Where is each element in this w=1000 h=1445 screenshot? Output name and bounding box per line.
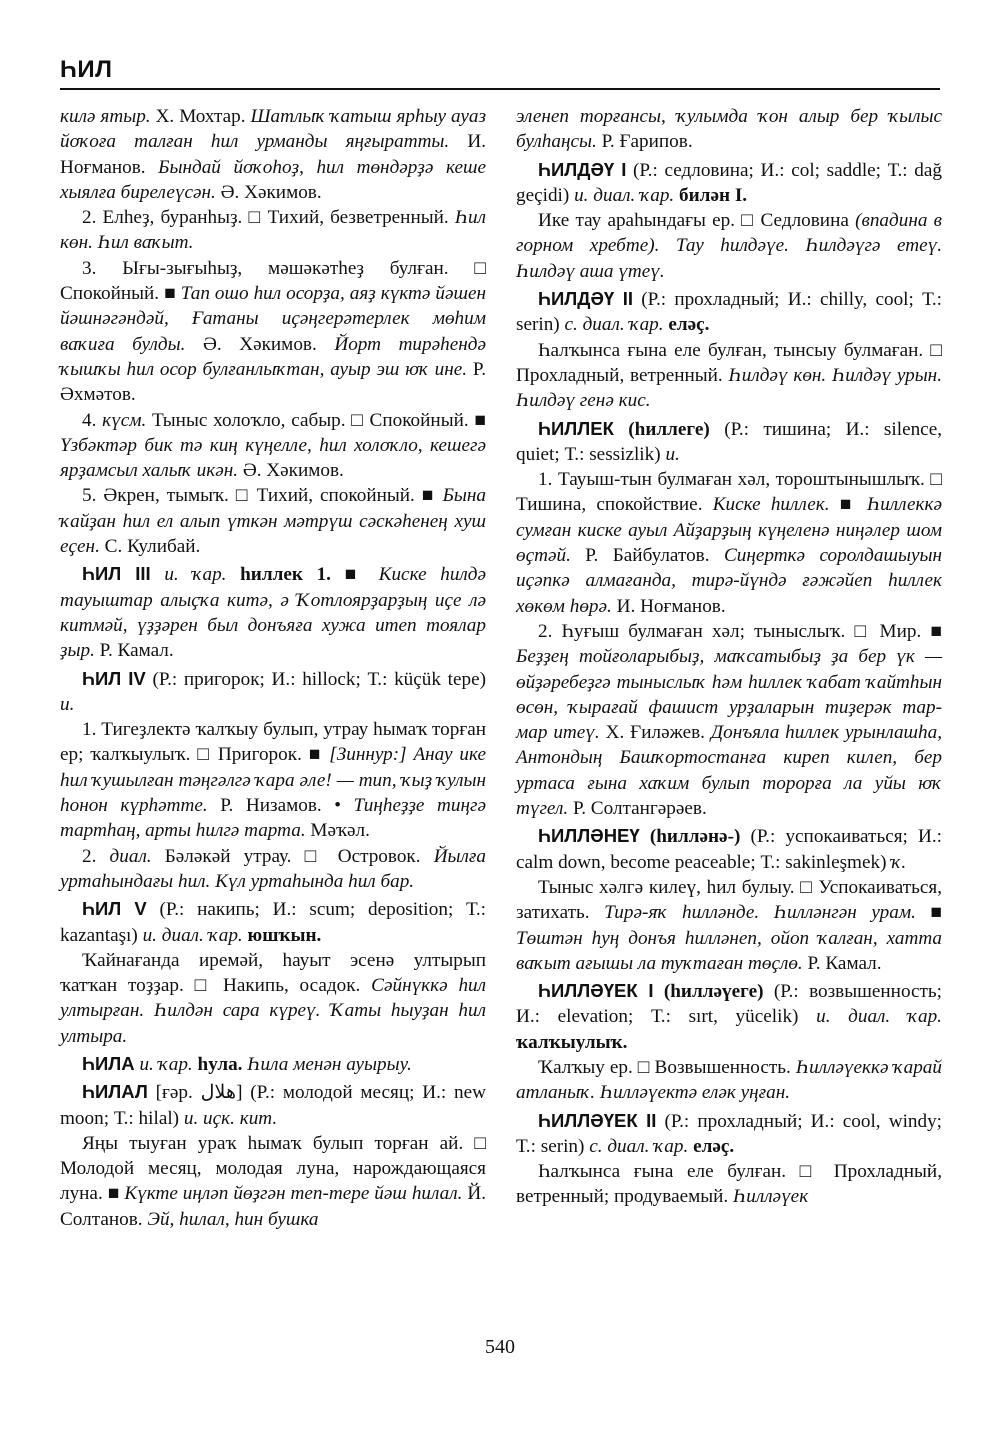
text-segment: Тыныс хәлгә килеү, һил булыу. □ Успокаиваться, затихать. xyxy=(516,876,942,924)
italic-text: Күкте иңләп йөҙгән теп-тере йәш һилал. xyxy=(124,1183,463,1205)
entry-paragraph xyxy=(60,256,486,408)
text-segment: Ә. Хәкимов. xyxy=(238,460,344,482)
entry-paragraph xyxy=(60,948,486,1049)
italic-text: и. xyxy=(60,693,75,715)
italic-text: Үзбәктәр бик тә киң күңелле, һил холоҡло, кешегә ярҙамсыл халыҡ икән. xyxy=(60,434,486,482)
italic-text: күсм. xyxy=(102,409,147,431)
dictionary-entry xyxy=(60,561,486,663)
text-segment: (һиллеге) xyxy=(613,418,710,440)
text-segment: Ҡалҡыу ер. □ Возвышенность. xyxy=(538,1056,796,1078)
italic-text: Киске һиллек. ■ Һиллеккә сумған киске ауыл Айҙарҙың күңеленә ниңәлер шом өҫтәй. xyxy=(516,494,943,567)
headword: ҺИЛ IV xyxy=(82,667,146,689)
italic-text: и. диал. ҡар. xyxy=(142,924,243,946)
headword: ҺИЛАЛ xyxy=(82,1081,148,1103)
text-segment: И. Ноғманов. xyxy=(60,131,486,178)
italic-text: Донъяла һиллек урынлашһа, Антондың Башҡортостанға киреп килеп, бер уртаса ғына хаҡим булып торорға ла уйы юҡ түгел. xyxy=(516,722,943,820)
dictionary-entry xyxy=(60,896,486,948)
italic-text: Һил көн. Һил ваҡыт. xyxy=(60,207,487,254)
text-segment: 2. xyxy=(538,620,562,642)
italic-text: Беҙҙең тойғоларыбыҙ, маҡсатыбыҙ ҙа бер үк — өйҙәребеҙгә тыныслыҡ һәм һиллек ҡабат ҡайтһын өсөн, ҡырағай фашист урҙаларын тиҙерәк тар-мар итеү. xyxy=(516,646,942,744)
italic-text: и. диал. ҡар. xyxy=(816,1006,942,1028)
text-segment: Й. Солтанов. xyxy=(60,1183,486,1230)
running-head: ҺИЛ xyxy=(60,56,113,83)
text-segment: Ә. Хәкимов. xyxy=(215,181,322,203)
entry-paragraph xyxy=(516,467,942,619)
text-segment: Р. Ғарипов. xyxy=(596,131,693,153)
italic-text: и. диал. ҡар. xyxy=(574,184,675,206)
entry-paragraph xyxy=(60,205,486,256)
headword: ҺИЛ V xyxy=(82,898,147,920)
entry-paragraph xyxy=(60,408,486,484)
italic-text: Тап ошо һил осорҙа, аяҙ күктә йәшен йәшнәгәндәй, Ғатаны иҫәңгерәтерлек мөһим ваҡиға булды. xyxy=(60,283,486,355)
dictionary-entry xyxy=(516,1108,942,1160)
dictionary-entry xyxy=(516,157,942,209)
text-segment: билән I. xyxy=(674,184,748,206)
entry-paragraph xyxy=(60,1131,486,1232)
italic-text: ҡ. xyxy=(891,851,907,873)
text-segment: И. Ноғманов. xyxy=(611,595,726,617)
entry-paragraph xyxy=(60,844,486,895)
entry-paragraph xyxy=(60,483,486,559)
text-segment: 5. xyxy=(82,485,104,507)
text-segment: Елһеҙ, буранһыҙ. □ Тихий, безветренный. xyxy=(102,207,455,229)
headword: ҺИЛА xyxy=(82,1052,135,1074)
text-segment: Тауыш-тын булмаған хәл, тороштынышлыҡ. □ Тишина, спокойствие. xyxy=(516,469,943,516)
text-segment: (Р.: прохладный; И.: cool, windy; Т.: serin) xyxy=(516,1110,943,1157)
text-segment: 3. xyxy=(82,257,123,279)
text-segment: (Р.: накипь; И.: scum; deposition; Т.: kazantaşı) xyxy=(60,899,486,946)
dictionary-entry xyxy=(516,978,942,1055)
text-segment: С. Кулибай. xyxy=(99,536,201,558)
dictionary-entry xyxy=(60,666,486,718)
italic-text: (впадина в горном хребте). Тау һилдәүе. Һилдәүгә етеү. Һилдәү аша үтеү. xyxy=(516,210,942,282)
italic-text: Йорт тирәһендә ҡышҡы һил осор булғанлыҡтан, ауыр эш юҡ ине. xyxy=(60,333,486,380)
text-segment: Х. Ғиләжев. xyxy=(599,722,711,744)
italic-text: Сәйнүккә һил ултырған. Һилдән сара күреү. Ҡаты һыуҙан һил ултыра. xyxy=(60,975,486,1047)
text-segment: Тыныс холоҡло, сабыр. □ Спокойный. ■ xyxy=(146,409,486,431)
text-segment: (һилләнә-) xyxy=(639,826,741,848)
headword: ҺИЛЛӘНЕҮ xyxy=(538,825,640,847)
italic-text: [Зиннур:] Анау ике һил ҡушылған тәңгәлгә ҡара әле! — тип, ҡыҙ ҡулын һонон күрһәтте. xyxy=(60,744,487,817)
text-segment: Р. Солтангәрәев. xyxy=(568,798,707,820)
text-segment: 1. xyxy=(82,719,102,741)
italic-text: с. диал. ҡар. xyxy=(589,1135,689,1157)
headword: ҺИЛЛӘҮЕК II xyxy=(538,1109,657,1131)
entry-paragraph xyxy=(516,1055,942,1106)
dictionary-entry xyxy=(60,1051,486,1077)
text-segment: һиллек 1. xyxy=(226,564,331,586)
headword: ҺИЛДӘҮ II xyxy=(538,288,634,310)
italic-text: Сиңерткә соролдашыуын иҫәпкә алмағанда, тирә-йүндә ғәжәйеп һиллек хөкөм һөрә. xyxy=(516,545,942,617)
headword: ҺИЛДӘҮ I xyxy=(538,158,627,180)
italic-text: Киске һилдә тауыштар алыҫҡа китә, ә Ҡотлоярҙарҙың иҫе лә китмәй, үҙҙәрен был донъяға хужа итеп тоялар ҙыр. xyxy=(60,564,487,662)
text-segment: 1. xyxy=(538,469,558,491)
text-segment: Бәләкәй утрау. □ Островок. xyxy=(151,845,434,867)
italic-text: и. xyxy=(665,443,680,465)
italic-text: с. диал. ҡар. xyxy=(564,314,664,336)
entry-paragraph xyxy=(60,104,486,205)
text-segment: Тигеҙлектә ҡалҡыу булып, утрау һымаҡ торған ер; ҡалҡыулыҡ. □ Пригорок. ■ xyxy=(60,719,486,766)
italic-text: и. иҫк. кит. xyxy=(183,1107,278,1129)
text-segment: (Р.: успокаиваться; И.: calm down, become peaceable; Т.: sakinleşmek) xyxy=(516,826,943,873)
text-segment: Ҡайнағанда иремәй, һауыт эсенә ултырып ҡатҡан тоҙҙар. □ Накипь, осадок. xyxy=(60,949,486,997)
text-segment: Р. Камал. xyxy=(94,640,174,662)
entry-paragraph xyxy=(60,717,486,843)
italic-text: Тирә-яҡ һилләнде. Һилләнгән урам. ■ Төштән һуң донъя һилләнеп, ойоп ҡалған, хатта ваҡыт ағышы ла туҡтаған төҫлө. xyxy=(516,902,942,974)
text-segment: (Р.: прохладный; И.: chilly, cool; Т.: serin) xyxy=(516,289,942,336)
entry-paragraph xyxy=(516,208,942,284)
italic-text: Шатлыҡ ҡатыш ярһыу ауаз йоҡоға талған һил урманды яңғыратты. xyxy=(60,106,486,153)
text-segment: юшҡын. xyxy=(242,924,322,946)
text-segment: Ике тау араһындағы ер. □ Седловина xyxy=(538,210,856,232)
text-segment: 2. xyxy=(82,207,103,229)
italic-text: килә ятыр. xyxy=(60,106,151,127)
italic-text: диал. xyxy=(109,845,152,867)
text-segment: (Р.: тишина; И.: silence, quiet; Т.: sessizlik) xyxy=(516,418,943,465)
dictionary-entry xyxy=(516,416,942,468)
entry-paragraph xyxy=(516,1159,942,1210)
text-segment: Р. Камал. xyxy=(802,952,882,974)
entry-paragraph xyxy=(516,338,942,414)
text-segment: Мәҡәл. xyxy=(305,820,370,842)
italic-text: Һила менән ауырыу. xyxy=(242,1053,412,1075)
text-segment: (Р.: седловина; И.: col; saddle; Т.: dağ geçidi) xyxy=(516,159,942,206)
text-segment: Һуғыш булмаған хәл; тыныслыҡ. □ Мир. ■ xyxy=(561,620,942,642)
text-segment: Р. Әхмәтов. xyxy=(60,358,486,406)
text-segment: 2. xyxy=(82,845,110,867)
italic-text: Бындай йоҡоһоҙ, һил төндәрҙә кеше хыялға бирелеүсән. xyxy=(60,156,486,203)
text-segment: [ғәр. هلال] (Р.: молодой месяц; И.: new moon; Т.: hilal) xyxy=(60,1082,486,1129)
text-segment: Ығы-зығыһыҙ, мәшәкәтһеҙ булған. □ Спокойный. ■ xyxy=(60,257,486,305)
page-number: 540 xyxy=(485,1336,515,1358)
text-segment: ҡалҡыулыҡ. xyxy=(516,1031,628,1053)
italic-text: Һилләүеккә ҡарай атланыҡ. Һилләүектә еләк уңған. xyxy=(516,1056,942,1104)
dictionary-entry xyxy=(516,823,942,875)
entry-paragraph xyxy=(516,619,942,821)
text-segment: еләҫ. xyxy=(663,314,710,336)
text-segment: Р. Низамов. • xyxy=(207,795,354,817)
left-column xyxy=(60,104,486,1232)
headword: ҺИЛЛӘҮЕК I xyxy=(538,980,654,1002)
italic-text: Һилдәү көн. Һилдәү урын. Һилдәү генә кис. xyxy=(516,364,943,412)
text-segment: Һалҡынса ғына еле булған, тынсыу булмаған. □ Прохладный, ветренный. xyxy=(516,339,942,386)
italic-text: Йылға уртаһындағы һил. Күл уртаһында һил бар. xyxy=(60,845,486,892)
italic-text: Һилләүек xyxy=(733,1186,809,1208)
entry-paragraph xyxy=(516,104,942,155)
text-segment: Һалҡынса ғына еле булған. □ Прохладный, ветренный; продуваемый. xyxy=(516,1161,942,1208)
text-segment: Ә. Хәкимов. xyxy=(185,333,335,355)
text-segment: Р. Байбулатов. xyxy=(570,545,724,567)
dictionary-entry xyxy=(516,286,942,338)
italic-text: Тиңһеҙҙе тиңгә тартһаң, арты һилгә тарта. xyxy=(60,795,486,842)
italic-text: и. ҡар. xyxy=(134,1053,193,1075)
text-segment: ■ xyxy=(330,564,379,586)
text-segment: (Р.: пригорок; И.: hillock; Т.: küçük tepe) xyxy=(145,668,486,690)
text-segment: Яңы тыуған ураҡ һымаҡ булып торған ай. □ Молодой месяц, молодая луна, нарождающаяся луна. ■ xyxy=(60,1132,486,1205)
headword: ҺИЛ III xyxy=(82,563,151,585)
text-segment: 4. xyxy=(82,409,103,431)
italic-text: и. ҡар. xyxy=(150,564,227,586)
dictionary-entry xyxy=(60,1079,486,1131)
italic-text: Бына ҡайҙан һил ел алып үткән мәтрүш сәскәһенең хуш еҫен. xyxy=(60,485,487,558)
text-segment: еләҫ. xyxy=(688,1135,735,1157)
text-segment: (һилләүеге) xyxy=(653,981,764,1003)
text-segment: (Р.: возвышенность; И.: elevation; Т.: sırt, yücelik) xyxy=(516,981,943,1028)
italic-text: эленеп торғансы, ҡулымда ҡон алыр бер ҡылыс булһаңсы. xyxy=(516,106,942,153)
italic-text: Эй, һилал, һин бушка xyxy=(147,1208,319,1230)
header-rule xyxy=(60,88,940,90)
text-segment: Х. Мохтар. xyxy=(150,106,251,127)
headword: ҺИЛЛЕК xyxy=(538,417,614,439)
text-segment: һула. xyxy=(192,1053,243,1075)
entry-paragraph xyxy=(516,875,942,976)
right-column xyxy=(516,104,942,1210)
text-segment: Әкрен, тымыҡ. □ Тихий, спокойный. ■ xyxy=(103,485,443,507)
